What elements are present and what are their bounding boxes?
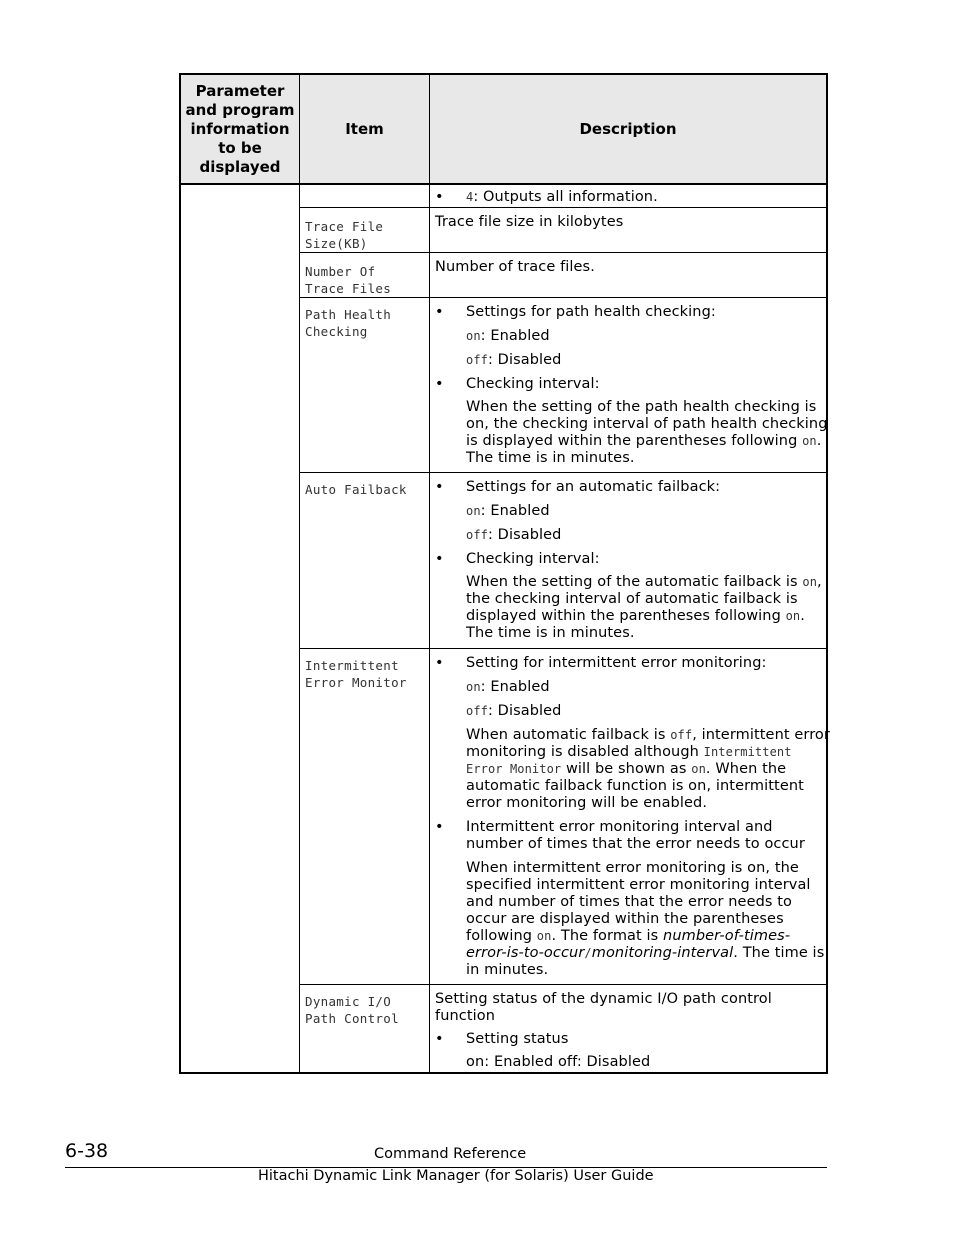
table-row xyxy=(300,208,826,253)
code-text: off xyxy=(670,728,693,742)
text: When the setting of the automatic failback is xyxy=(466,574,803,590)
text: : Disabled xyxy=(487,352,562,368)
header-parameter xyxy=(181,75,299,183)
bullet-item xyxy=(435,304,716,321)
item-line: Dynamic I/O xyxy=(305,994,392,1009)
description-line xyxy=(466,795,707,812)
bullet-icon: • xyxy=(435,819,444,835)
code-text: Error Monitor xyxy=(466,762,562,776)
text: will be shown as xyxy=(561,761,692,777)
text: occur are displayed within the parentheses xyxy=(466,911,784,927)
item-line: Size(KB) xyxy=(305,236,368,251)
code-text: / xyxy=(584,946,592,960)
text: When automatic failback is xyxy=(466,727,671,743)
table-row xyxy=(300,183,826,208)
text: Setting for intermittent error monitoring: xyxy=(466,655,767,671)
description-line xyxy=(466,727,830,744)
table-header xyxy=(181,75,826,185)
text: The time is in minutes. xyxy=(466,625,635,641)
item-line: Auto Failback xyxy=(305,482,407,497)
header-line: displayed xyxy=(199,157,281,176)
text: Setting status xyxy=(466,1031,569,1047)
text: and number of times that the error needs to xyxy=(466,894,793,910)
text: : Disabled xyxy=(487,703,562,719)
description-line xyxy=(466,1054,650,1071)
item-line: Number Of xyxy=(305,264,376,279)
text: number of times that the error needs to occur xyxy=(466,836,805,852)
description-line xyxy=(435,214,623,231)
header-line: to be xyxy=(218,138,262,157)
bullet-item xyxy=(435,189,658,206)
code-text: on xyxy=(466,329,481,343)
row-item xyxy=(305,657,423,691)
code-text: on xyxy=(536,929,552,943)
code-text: on xyxy=(802,575,818,589)
code-text: off xyxy=(466,353,488,367)
item-line: Error Monitor xyxy=(305,675,407,690)
item-line: Trace Files xyxy=(305,281,392,296)
footer-section: Command Reference xyxy=(374,1146,527,1162)
footer-book-title: Hitachi Dynamic Link Manager (for Solaris) User Guide xyxy=(258,1168,654,1184)
text: Intermittent error monitoring interval and xyxy=(466,819,773,835)
description-line xyxy=(466,744,792,761)
bullet-icon: • xyxy=(435,189,444,205)
text: error monitoring will be enabled. xyxy=(466,795,708,811)
description-line xyxy=(466,450,635,467)
text: monitoring is disabled although xyxy=(466,744,704,760)
item-line: Trace File xyxy=(305,219,384,234)
italic-text: number-of-times- xyxy=(663,928,791,944)
row-item xyxy=(305,263,423,297)
description-line xyxy=(466,433,821,450)
description-line xyxy=(466,928,790,945)
text: Checking interval: xyxy=(466,551,600,567)
item-line: Path Health xyxy=(305,307,392,322)
text: When intermittent error monitoring is on, the xyxy=(466,860,799,876)
code-text: 4 xyxy=(466,190,474,204)
row-item xyxy=(305,306,423,340)
description-line xyxy=(435,259,595,276)
text: , intermittent error xyxy=(692,727,830,743)
description-line xyxy=(466,591,798,608)
text: Checking interval: xyxy=(466,376,600,392)
table-row xyxy=(300,473,826,649)
code-text: on xyxy=(802,434,817,448)
page-number: 6-38 xyxy=(65,1140,109,1162)
text: is displayed within the parentheses following xyxy=(466,433,803,449)
text: . xyxy=(816,433,822,449)
text: Settings for an automatic failback: xyxy=(466,479,721,495)
row-item xyxy=(305,993,423,1027)
text: the checking interval of automatic failback is xyxy=(466,591,798,607)
text: : Disabled xyxy=(487,527,562,543)
description-line xyxy=(466,574,822,591)
description-line xyxy=(466,945,824,962)
header-description: Description xyxy=(579,119,677,138)
text: : Enabled xyxy=(480,679,550,695)
text: Number of trace files. xyxy=(435,259,595,275)
description-line xyxy=(466,608,805,625)
text: Settings for path health checking: xyxy=(466,304,716,320)
text: Setting status of the dynamic I/O path control xyxy=(435,991,772,1007)
bullet-icon: • xyxy=(435,304,444,320)
description-line xyxy=(466,894,792,911)
table-row xyxy=(300,298,826,473)
header-item: Item xyxy=(345,119,384,138)
description-line xyxy=(466,703,561,720)
italic-text: monitoring-interval xyxy=(591,945,734,961)
code-text: Intermittent xyxy=(703,745,792,759)
item-line: Intermittent xyxy=(305,658,399,673)
description-line xyxy=(466,778,804,795)
code-text: on xyxy=(691,762,706,776)
description-line xyxy=(466,328,550,345)
bullet-item xyxy=(435,551,600,568)
bullet-icon: • xyxy=(435,376,444,392)
italic-text: error-is-to-occur xyxy=(466,945,585,961)
description-line xyxy=(466,503,550,520)
description-line xyxy=(466,836,805,853)
text: in minutes. xyxy=(466,962,549,978)
header-line: and program xyxy=(185,100,295,119)
header-line: information xyxy=(190,119,290,138)
item-line: Checking xyxy=(305,324,368,339)
description-line xyxy=(466,877,811,894)
table-row xyxy=(300,649,830,985)
text: on: Enabled off: Disabled xyxy=(466,1054,651,1070)
bullet-icon: • xyxy=(435,655,444,671)
text: When the setting of the path health checking is xyxy=(466,399,817,415)
parameter-table xyxy=(179,73,828,1074)
description-line xyxy=(466,352,561,369)
bullet-item xyxy=(435,655,767,672)
description-line xyxy=(466,527,561,544)
code-text: off xyxy=(466,528,488,542)
text: . xyxy=(800,608,805,624)
text: , xyxy=(817,574,822,590)
code-text: on xyxy=(466,680,481,694)
description-line xyxy=(466,911,784,928)
item-line: Path Control xyxy=(305,1011,399,1026)
row-item xyxy=(305,481,423,498)
text: The time is in minutes. xyxy=(466,450,635,466)
description-line xyxy=(435,1008,495,1025)
description-line xyxy=(466,416,828,433)
header-line: Parameter xyxy=(195,81,285,100)
table-row xyxy=(300,985,826,1072)
text: . The time is xyxy=(733,945,825,961)
code-text: on xyxy=(785,609,801,623)
text: : Enabled xyxy=(480,503,550,519)
description-line xyxy=(466,679,550,696)
text: : Outputs all information. xyxy=(473,189,658,205)
bullet-icon: • xyxy=(435,479,444,495)
description-line xyxy=(466,625,635,642)
description-line xyxy=(435,991,772,1008)
bullet-icon: • xyxy=(435,1031,444,1047)
text: . When the xyxy=(705,761,787,777)
code-text: on xyxy=(466,504,481,518)
text: function xyxy=(435,1008,496,1024)
description-line xyxy=(466,761,786,778)
bullet-item xyxy=(435,376,600,393)
code-text: off xyxy=(466,704,488,718)
description-line xyxy=(466,860,799,877)
text: following xyxy=(466,928,537,944)
description-line xyxy=(466,399,816,416)
text: : Enabled xyxy=(480,328,550,344)
bullet-icon: • xyxy=(435,551,444,567)
bullet-item xyxy=(435,819,773,836)
bullet-item xyxy=(435,1031,569,1048)
text: Trace file size in kilobytes xyxy=(435,214,624,230)
text: displayed within the parentheses following xyxy=(466,608,786,624)
text: on, the checking interval of path health checking xyxy=(466,416,828,432)
table-row xyxy=(300,253,826,298)
text: automatic failback function is on, intermittent xyxy=(466,778,804,794)
description-line xyxy=(466,962,548,979)
row-item xyxy=(305,218,423,252)
text: specified intermittent error monitoring interval xyxy=(466,877,811,893)
text: . The format is xyxy=(551,928,664,944)
bullet-item xyxy=(435,479,721,496)
